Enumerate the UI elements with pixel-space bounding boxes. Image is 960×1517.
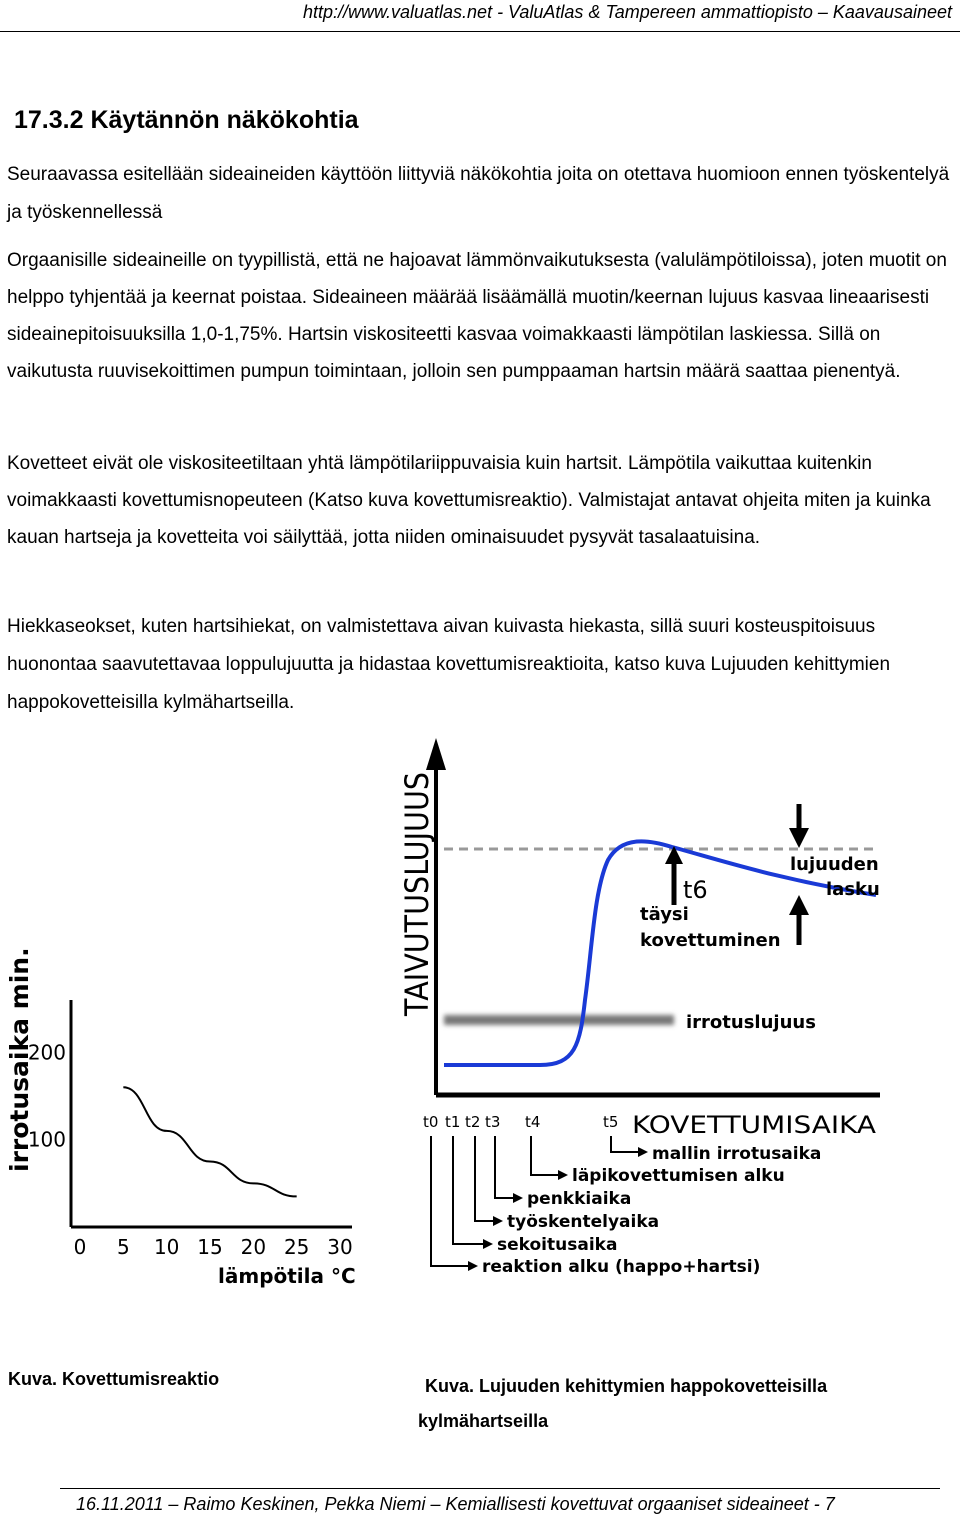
arrowhead-1 xyxy=(638,1147,648,1157)
right-x-label: KOVETTUMISAIKA xyxy=(632,1111,877,1139)
right-y-arrow xyxy=(426,738,446,770)
time-label-t3: t3 xyxy=(485,1113,501,1131)
legend-penkkiaika: penkkiaika xyxy=(527,1189,632,1209)
arrowhead-4 xyxy=(493,1216,503,1226)
strength-development-chart xyxy=(398,738,880,1277)
left-x-tick-label: 15 xyxy=(197,1235,223,1259)
left-y-tick-label: 200 xyxy=(27,1040,66,1065)
bracket-penkkiaika xyxy=(495,1136,515,1198)
arrowhead-5 xyxy=(483,1239,493,1249)
strength-drop-label-2: lasku xyxy=(826,879,880,900)
strength-drop-label-1: lujuuden xyxy=(790,854,879,875)
bracket-sekoitusaika xyxy=(453,1136,485,1244)
time-label-t5: t5 xyxy=(603,1113,619,1131)
bracket-reaktion-alku xyxy=(431,1136,470,1266)
bracket-tyoskentelyaika xyxy=(475,1136,495,1221)
bracket-lapikovettumisen-alku xyxy=(531,1136,560,1175)
release-strength-label: irrotuslujuus xyxy=(686,1012,816,1033)
left-x-label: lämpötila °C xyxy=(218,1264,356,1288)
drop-arrow-top-head xyxy=(789,828,809,848)
left-curve xyxy=(123,1087,296,1196)
left-x-tick-label: 20 xyxy=(240,1235,267,1259)
legend-tyoskentelyaika: työskentelyaika xyxy=(507,1212,660,1232)
left-y-tick-label: 100 xyxy=(27,1127,66,1152)
left-x-tick-label: 25 xyxy=(283,1235,310,1259)
full-cure-label-line-2: kovettuminen xyxy=(640,930,781,951)
legend-reaktion-alku: reaktion alku (happo+hartsi) xyxy=(482,1257,761,1277)
arrowhead-2 xyxy=(558,1170,568,1180)
footer-divider xyxy=(60,1488,940,1489)
full-cure-label xyxy=(640,904,781,951)
paragraph-sand-mixtures: Hiekkaseokset, kuten hartsihiekat, on valmistettava aivan kuivasta hiekasta, sillä suuri kosteuspitoisuus huonontaa saavutettavaa loppulujuutta ja hidastaa kovettumisreaktioita, katso kuva Lujuuden kehittymien happokovetteisilla kylmähartseilla. xyxy=(7,616,891,713)
right-y-label: TAIVUTUSLUJUUS xyxy=(398,742,436,1016)
legend-mallin-irrotusaika: mallin irrotusaika xyxy=(652,1144,822,1164)
caption-left: Kuva. Kovettumisreaktio xyxy=(8,1369,220,1389)
release-time-chart xyxy=(5,947,356,1288)
left-x-tick-label: 5 xyxy=(116,1235,130,1259)
paragraph-intro: Seuraavassa esitellään sideaineiden käyttöön liittyviä näkökohtia joita on otettava huomioon ennen työskentelyä ja työskennellessä xyxy=(7,164,950,223)
paragraph-hardeners: Kovetteet eivät ole viskositeetiltaan yhtä lämpötilariippuvaisia kuin hartsit. Lämpötila vaikuttaa kuitenkin voimakkaasti kovettumisnopeuteen (Katso kuva kovettumisreaktio). Valmistajat antavat ohjeita miten ja kuinka kauan hartseja ja kovetteita voi säilyttää, jotta niiden ominaisuudet pysyvät tasalaatuisina. xyxy=(7,453,931,548)
legend-lapikovettumisen-alku: läpikovettumisen alku xyxy=(572,1166,785,1186)
arrowhead-6 xyxy=(468,1261,478,1271)
time-label-t4: t4 xyxy=(525,1113,541,1131)
left-x-tick-label: 30 xyxy=(327,1235,353,1259)
section-title: 17.3.2 Käytännön näkökohtia xyxy=(14,106,359,134)
left-x-tick-label: 0 xyxy=(73,1235,87,1259)
left-y-label: irrotusaika min. xyxy=(5,947,34,1172)
time-label-t2: t2 xyxy=(465,1113,481,1131)
legend-sekoitusaika: sekoitusaika xyxy=(497,1235,618,1255)
time-label-t1: t1 xyxy=(445,1113,461,1131)
left-x-tick-label: 10 xyxy=(153,1235,180,1259)
t6-label: t6 xyxy=(683,876,708,904)
arrowhead-3 xyxy=(513,1193,523,1203)
drop-arrow-bottom-head xyxy=(789,895,809,915)
page-footer: 16.11.2011 – Raimo Keskinen, Pekka Niemi – Kemiallisesti kovettuvat orgaaniset sideaineet - 7 xyxy=(76,1494,835,1514)
page-header: http://www.valuatlas.net - ValuAtlas & Tampereen ammattiopisto – Kaavausaineet xyxy=(302,2,952,22)
caption-right: Kuva. Lujuuden kehittymien happokovetteisilla kylmähartseilla xyxy=(418,1376,828,1431)
release-strength-band xyxy=(444,1015,674,1025)
full-cure-label-line-1: täysi xyxy=(640,904,689,925)
time-label-t0: t0 xyxy=(423,1113,439,1131)
paragraph-organic-binders: Orgaanisille sideaineille on tyypillistä, että ne hajoavat lämmönvaikutuksesta (valulämpötiloissa), joten muotit on helppo tyhjentää ja keernat poistaa. Sideaineen määrää lisäämällä muotin/keernan lujuus kasvaa lineaarisesti sideainepitoisuuksilla 1,0-1,75%. Hartsin viskositeetti kasvaa voimakkaasti lämpötilan laskiessa. Sillä on vaikutusta ruuvisekoittimen pumpun toimintaan, jolloin sen pumppaaman hartsin määrä saattaa pienentyä. xyxy=(7,250,947,382)
